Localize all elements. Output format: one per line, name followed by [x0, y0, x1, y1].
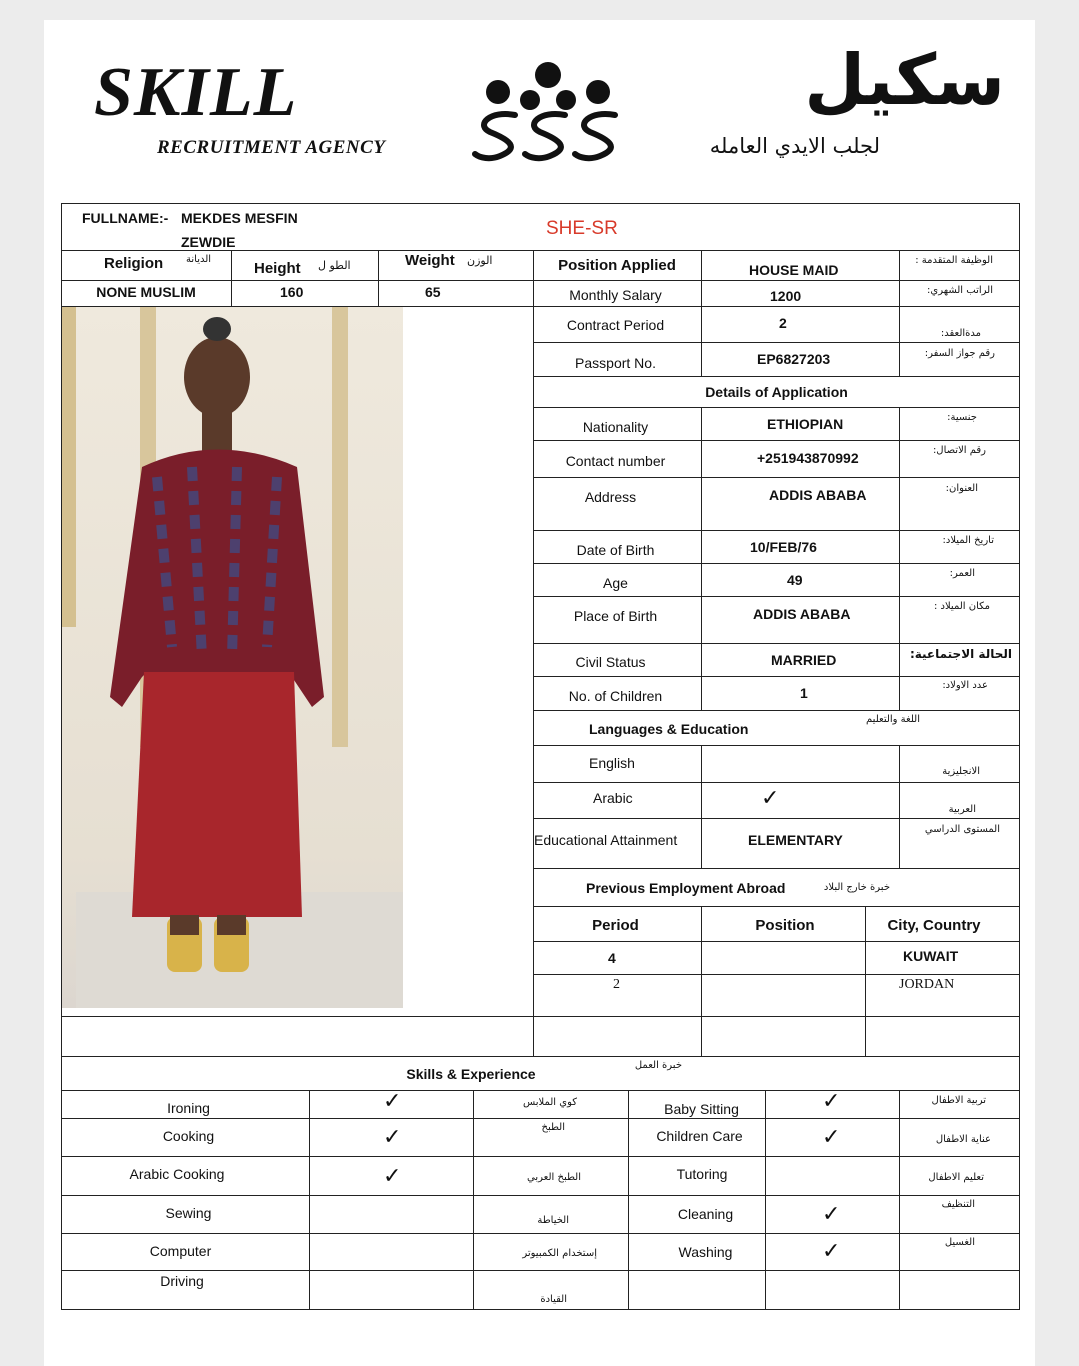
skill-children-care-arabic: عناية الاطفال	[935, 1134, 991, 1145]
passport-arabic: رقم جواز السفر:	[924, 348, 995, 359]
weight-value: 65	[425, 284, 441, 300]
education-value: ELEMENTARY	[748, 832, 843, 848]
employment-header-place: City, Country	[887, 917, 981, 934]
skill-arabic-cooking-arabic: الطبخ العربي	[527, 1172, 581, 1183]
nationality-label: Nationality	[582, 419, 649, 435]
employment-row-1-place: KUWAIT	[903, 948, 959, 964]
skill-arabic-cooking-check-icon: ✓	[383, 1164, 402, 1189]
contract-period-value: 2	[779, 315, 787, 331]
dob-label: Date of Birth	[576, 542, 655, 558]
monthly-salary-label: Monthly Salary	[569, 287, 662, 303]
skill-cooking-arabic: الطبخ	[541, 1122, 565, 1133]
skill-tutoring-arabic: تعليم الاطفال	[928, 1172, 984, 1183]
skill-children-care-check-icon: ✓	[822, 1125, 841, 1150]
skill-driving-label: Driving	[160, 1273, 204, 1289]
brand-name-arabic: سكيل	[804, 39, 1005, 121]
skill-sewing-arabic: الخياطة	[537, 1215, 569, 1226]
skill-sewing-label: Sewing	[165, 1205, 212, 1221]
civil-status-arabic: الحالة الاجتماعية:	[909, 647, 1012, 661]
fullname-line-2: ZEWDIE	[181, 234, 236, 250]
contact-number-value: +251943870992	[757, 450, 859, 466]
contract-period-label: Contract Period	[566, 317, 665, 333]
employment-header-period: Period	[592, 917, 639, 934]
height-label-arabic: الطو ل	[318, 259, 351, 272]
people-logo-icon	[470, 60, 625, 165]
skill-washing-arabic: الغسيل	[944, 1237, 975, 1248]
brand-subtitle-arabic: لجلب الايدي العامله	[709, 134, 880, 158]
skill-tutoring-label: Tutoring	[676, 1166, 728, 1182]
skill-ironing-check-icon: ✓	[383, 1089, 402, 1114]
contact-number-label: Contact number	[565, 453, 666, 469]
age-label: Age	[603, 575, 628, 591]
nationality-arabic: جنسية:	[947, 412, 977, 423]
skill-washing-label: Washing	[678, 1244, 733, 1260]
civil-status-value: MARRIED	[771, 652, 837, 668]
skill-cooking-label: Cooking	[162, 1128, 215, 1144]
skill-ironing-label: Ironing	[167, 1100, 210, 1116]
address-value: ADDIS ABABA	[769, 487, 867, 503]
arabic-arabic: العربية	[948, 804, 976, 815]
civil-status-label: Civil Status	[575, 654, 646, 670]
nationality-value: ETHIOPIAN	[767, 416, 844, 432]
skill-arabic-cooking-label: Arabic Cooking	[129, 1166, 225, 1182]
reference-code: SHE-SR	[546, 218, 618, 239]
skills-title: Skills & Experience	[406, 1066, 536, 1082]
weight-label: Weight	[405, 252, 455, 269]
arabic-label: Arabic	[593, 790, 633, 806]
passport-value: EP6827203	[757, 351, 831, 367]
skill-washing-check-icon: ✓	[822, 1239, 841, 1264]
monthly-salary-arabic: الراتب الشهري:	[927, 285, 993, 296]
skill-cleaning-arabic: التنظيف	[941, 1199, 975, 1210]
skill-driving-arabic: القيادة	[540, 1294, 567, 1305]
fullname-label: FULLNAME:-	[82, 210, 169, 226]
employment-title-arabic: خبرة خارج البلاد	[823, 882, 890, 893]
place-of-birth-label: Place of Birth	[573, 608, 658, 624]
english-arabic: الانجليزية	[942, 766, 980, 777]
employment-row-2-period: 2	[613, 977, 620, 992]
age-arabic: العمر:	[949, 568, 975, 579]
details-title: Details of Application	[705, 384, 848, 400]
employment-row-2-place: JORDAN	[899, 977, 955, 992]
skills-title-arabic: خبرة العمل	[634, 1060, 682, 1071]
skill-computer-arabic: إستخدام الكمبيوتر	[522, 1248, 597, 1259]
skill-cooking-check-icon: ✓	[383, 1125, 402, 1150]
place-of-birth-value: ADDIS ABABA	[753, 606, 851, 622]
contract-period-arabic: مدةالعقد:	[940, 328, 981, 339]
brand-name: SKILL	[94, 54, 298, 131]
height-label: Height	[254, 260, 301, 277]
fullname-line-1: MEKDES MESFIN	[181, 210, 298, 226]
skill-cleaning-check-icon: ✓	[822, 1202, 841, 1227]
position-applied-value: HOUSE MAID	[749, 262, 839, 278]
religion-value: NONE MUSLIM	[96, 284, 196, 300]
place-of-birth-arabic: مكان الميلاد :	[933, 601, 990, 612]
employment-header-position: Position	[755, 917, 815, 934]
education-label: Educational Attainment	[534, 832, 678, 848]
weight-label-arabic: الوزن	[467, 254, 493, 267]
position-applied-label: Position Applied	[558, 257, 676, 274]
monthly-salary-value: 1200	[770, 288, 802, 304]
skill-children-care-label: Children Care	[656, 1128, 743, 1144]
address-arabic: العنوان:	[945, 483, 978, 494]
employment-row-1-period: 4	[608, 950, 616, 966]
religion-label: Religion	[104, 255, 164, 272]
languages-title-arabic: اللغة والتعليم	[866, 714, 920, 725]
children-value: 1	[800, 685, 808, 701]
skill-baby-sitting-arabic: تربية الاطفال	[931, 1095, 986, 1106]
applicant-photo	[62, 307, 403, 1008]
position-applied-arabic: الوظيفة المتقدمة :	[915, 255, 993, 266]
education-arabic: المستوى الدراسي	[924, 824, 1000, 835]
children-arabic: عدد الاولاد:	[942, 680, 988, 691]
skill-baby-sitting-label: Baby Sitting	[664, 1101, 739, 1117]
passport-label: Passport No.	[575, 355, 656, 371]
languages-title: Languages & Education	[589, 721, 749, 737]
dob-value: 10/FEB/76	[750, 539, 817, 555]
height-value: 160	[280, 284, 304, 300]
children-label: No. of Children	[568, 688, 663, 704]
skill-computer-label: Computer	[149, 1243, 212, 1259]
skill-ironing-arabic: كوي الملابس	[522, 1097, 577, 1108]
address-label: Address	[584, 489, 637, 505]
arabic-check-icon: ✓	[761, 786, 780, 811]
english-label: English	[589, 755, 635, 771]
age-value: 49	[787, 572, 803, 588]
religion-label-arabic: الديانة	[186, 254, 212, 265]
employment-title: Previous Employment Abroad	[586, 880, 786, 896]
skill-baby-sitting-check-icon: ✓	[822, 1089, 841, 1114]
skill-cleaning-label: Cleaning	[677, 1206, 734, 1222]
dob-arabic: تاريخ الميلاد:	[942, 535, 994, 546]
contact-number-arabic: رقم الاتصال:	[932, 445, 986, 456]
brand-subtitle: RECRUITMENT AGENCY	[157, 137, 386, 158]
